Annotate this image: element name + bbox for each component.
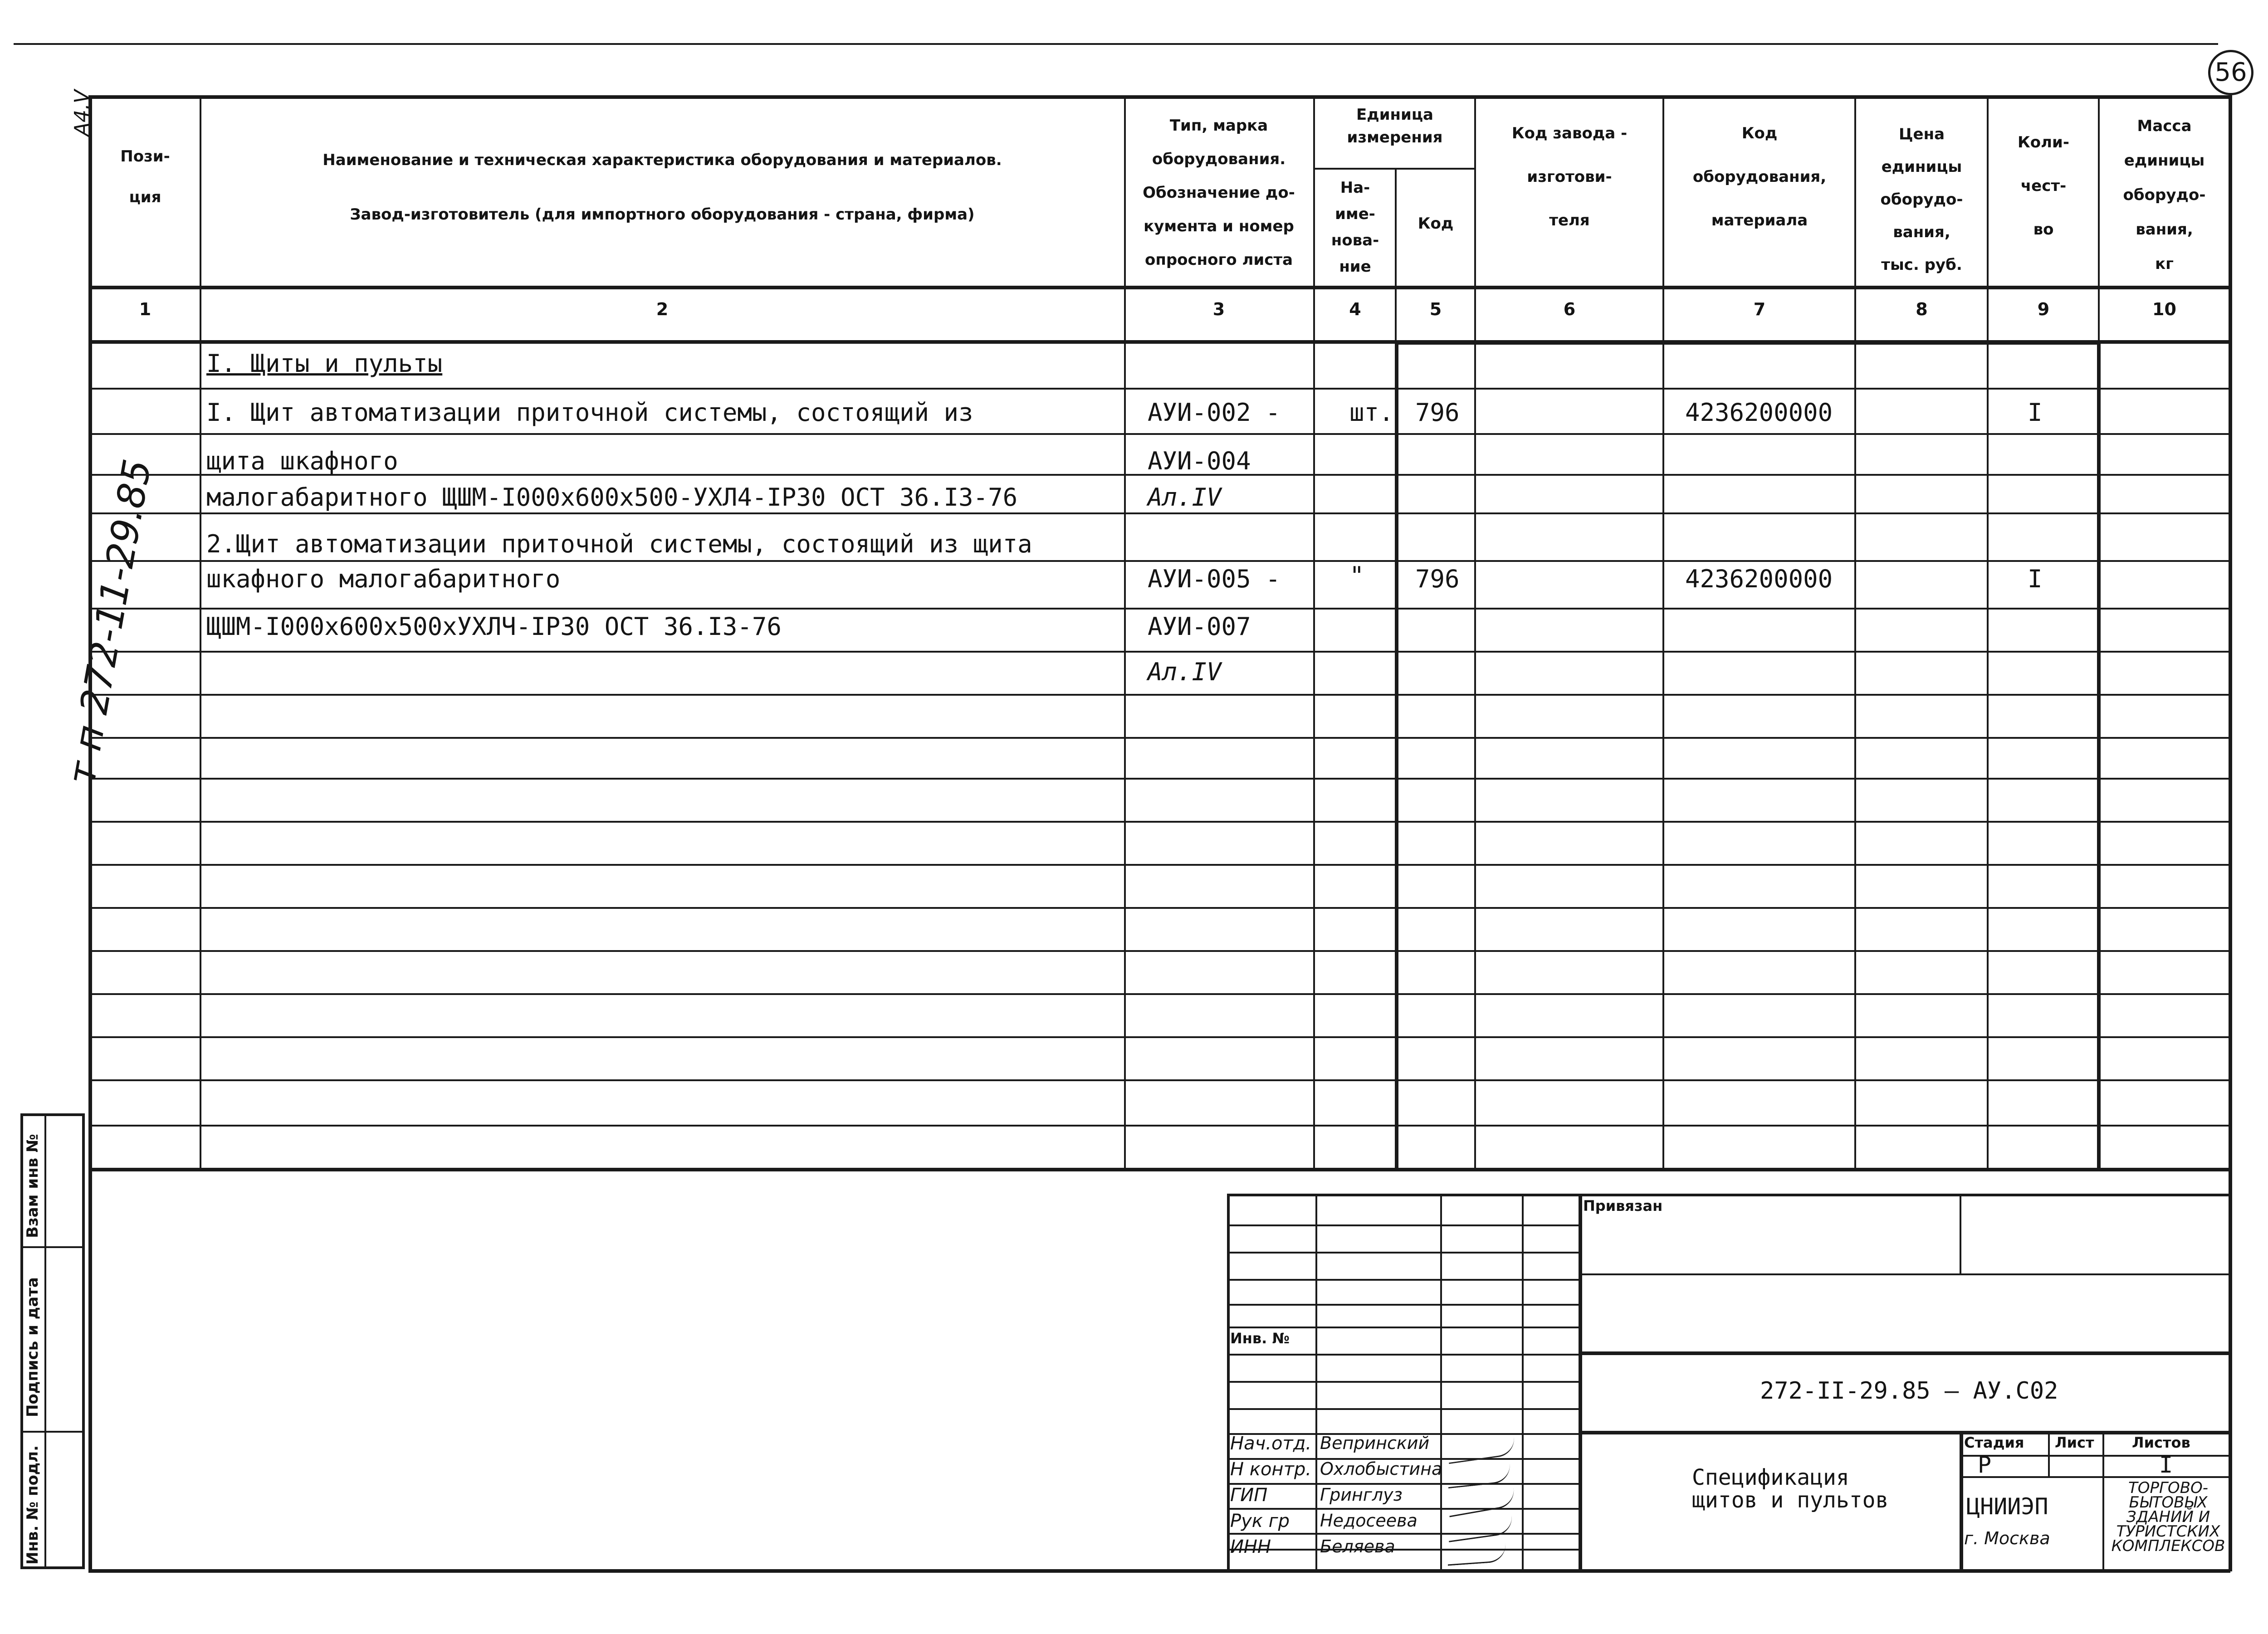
header-name-line2: Завод-изготовитель (для импортного оборудования - страна, фирма) xyxy=(350,205,975,224)
title-block-row-line xyxy=(1227,1327,1579,1328)
stamp-stage-value: Р xyxy=(1978,1452,1992,1478)
header-bottom xyxy=(88,286,2230,289)
table-row-line xyxy=(88,1036,2230,1038)
section-title: I. Щиты и пульты xyxy=(206,349,443,378)
col-sep xyxy=(200,95,201,1170)
left-stamp-inv: Инв. № подл. xyxy=(24,1445,42,1565)
title-block-row-line xyxy=(1227,1304,1579,1306)
item1-unit: шт. xyxy=(1349,398,1394,427)
title-block-row-line xyxy=(1227,1354,1579,1356)
table-row-line xyxy=(88,512,2230,514)
stamp-title-line1: Спецификация xyxy=(1692,1465,1849,1490)
item2-name-line3: ЩШМ-I000х600х500хУХЛЧ-IР30 ОСТ 36.I3-76 xyxy=(206,612,782,641)
colnum-3: 3 xyxy=(1212,299,1225,319)
table-row-line xyxy=(88,1125,2230,1127)
table-row-line xyxy=(88,1079,2230,1081)
left-stamp-divider xyxy=(44,1113,46,1569)
table-row-line xyxy=(88,821,2230,823)
item2-name-line1: 2.Щит автоматизации приточной системы, состоящий из щита xyxy=(206,530,1032,558)
title-block-row-line xyxy=(1227,1549,1579,1551)
title-block-row-line xyxy=(1227,1381,1579,1383)
colnum-8: 8 xyxy=(1916,299,1928,319)
table-row-line xyxy=(88,608,2230,610)
item2-quantity: I xyxy=(2028,565,2043,593)
stamp-privyazan: Привязан xyxy=(1583,1197,1663,1215)
title-block-row-line xyxy=(1227,1483,1579,1485)
corner-mark: A4.V xyxy=(70,89,93,136)
colnum-1: 1 xyxy=(139,299,152,319)
header-type: Тип, марка оборудования. Обозначение до- кумента и номер опросного листа xyxy=(1143,117,1295,269)
item1-name-line2: щита шкафного xyxy=(206,447,398,475)
sheet-number-circle xyxy=(2208,50,2253,95)
stamp-sheets-label: Листов xyxy=(2132,1434,2190,1451)
table-row-line xyxy=(88,651,2230,653)
item1-quantity: I xyxy=(2028,398,2043,427)
item1-name-line3: малогабаритного ЩШМ-I000х600х500-УХЛ4-IР30 ОСТ 36.I3-76 xyxy=(206,483,1018,512)
colnum-6: 6 xyxy=(1563,299,1576,319)
header-mass: Масса единицы оборудо- вания, кг xyxy=(2123,117,2206,273)
item1-type-2: АУИ-004 xyxy=(1148,447,1251,475)
colnum-2: 2 xyxy=(656,299,669,319)
title-block-row-line xyxy=(1227,1508,1579,1510)
colnum-10: 10 xyxy=(2152,299,2176,319)
title-block-row-line xyxy=(1227,1252,1579,1254)
item2-unit: " xyxy=(1349,561,1364,590)
left-stamp-podpis: Подпись и дата xyxy=(24,1277,42,1417)
stamp-name: Охлобыстина xyxy=(1320,1459,1442,1479)
item2-material-code: 4236200000 xyxy=(1685,565,1833,593)
header-plant-code: Код завода - изготови- теля xyxy=(1511,124,1628,229)
item2-type-1: АУИ-005 - xyxy=(1148,565,1281,593)
item1-type-1: АУИ-002 - xyxy=(1148,398,1281,427)
header-unit-code: Код xyxy=(1418,215,1454,233)
title-block-row-line xyxy=(1227,1224,1579,1226)
colnum-9: 9 xyxy=(2037,299,2050,319)
header-quantity: Коли- чест- во xyxy=(2018,133,2069,239)
stamp-sheets-value: I xyxy=(2159,1452,2173,1478)
table-row-line xyxy=(88,560,2230,562)
tb-right-col xyxy=(2048,1431,2050,1476)
table-row-line xyxy=(88,388,2230,390)
header-name-line1: Наименование и техническая характеристика оборудования и материалов. xyxy=(323,151,1002,169)
tb-stage-sep xyxy=(1960,1455,2230,1457)
tb-right-sep xyxy=(1579,1273,2230,1275)
tb-right-col xyxy=(1960,1194,1961,1273)
colnum-4: 4 xyxy=(1349,299,1361,319)
sheet-number: 56 xyxy=(2214,58,2247,87)
table-row-line xyxy=(88,993,2230,995)
stamp-stage-label: Стадия xyxy=(1964,1434,2024,1451)
item2-type-2: АУИ-007 xyxy=(1148,612,1251,641)
header-unit-name: На- име- нова- ние xyxy=(1331,179,1379,276)
side-document-code: т п 272-11-29.85 xyxy=(59,456,160,788)
item2-unit-code: 796 xyxy=(1415,565,1460,593)
top-border xyxy=(14,43,2218,45)
stamp-name: Вепринский xyxy=(1320,1433,1430,1453)
left-stamp-sep xyxy=(20,1431,85,1433)
item1-type-3: Ал.IV xyxy=(1148,483,1222,512)
frame-top xyxy=(88,95,2230,99)
table-row-line xyxy=(88,737,2230,739)
stamp-sheet-label: Лист xyxy=(2055,1434,2094,1451)
stamp-document-code: 272-II-29.85 – АУ.С02 xyxy=(1760,1377,2058,1405)
tb-right-col xyxy=(1960,1431,1963,1569)
left-stamp-vzam: Взам инв № xyxy=(24,1134,42,1238)
table-row-line xyxy=(88,907,2230,909)
stamp-name: Недосеева xyxy=(1320,1511,1418,1531)
tb-stage-sep xyxy=(1960,1476,2230,1478)
col-sep xyxy=(1313,95,1315,1170)
stamp-role: ИНН xyxy=(1230,1536,1271,1557)
title-block-row-line xyxy=(1227,1279,1579,1281)
unit-subdivider xyxy=(1313,168,1474,170)
item2-type-3: Ал.IV xyxy=(1148,658,1222,686)
colnum-7: 7 xyxy=(1753,299,1766,319)
header-position: Пози- ция xyxy=(120,147,170,206)
left-stamp-sep xyxy=(20,1246,85,1248)
table-bottom xyxy=(88,1168,2230,1171)
stamp-name: Беляева xyxy=(1320,1536,1395,1556)
table-row-line xyxy=(88,950,2230,952)
stamp-city: г. Москва xyxy=(1964,1528,2050,1548)
stamp-inv-no: Инв. № xyxy=(1230,1330,1290,1347)
table-row-line xyxy=(88,778,2230,780)
stamp-role: Рук гр xyxy=(1230,1511,1290,1532)
title-block-row-line xyxy=(1227,1408,1579,1410)
item1-material-code: 4236200000 xyxy=(1685,398,1833,427)
header-material-code: Код оборудования, материала xyxy=(1692,124,1827,229)
item2-name-line2: шкафного малогабаритного xyxy=(206,565,561,593)
table-row-line xyxy=(88,433,2230,435)
stamp-org-note: ТОРГОВО- БЫТОВЫХ ЗДАНИЙ И ТУРИСТСКИХ КОМПЛЕКСОВ xyxy=(2111,1479,2225,1555)
stamp-organization: ЦНИИЭП xyxy=(1966,1493,2048,1520)
colnum-5: 5 xyxy=(1429,299,1442,319)
title-block-row-line xyxy=(1227,1533,1579,1535)
table-row-line xyxy=(88,864,2230,866)
tb-right-sep xyxy=(1579,1351,2230,1355)
tb-col xyxy=(1579,1194,1582,1571)
table-row-line xyxy=(88,694,2230,696)
stamp-name: Гринглуз xyxy=(1320,1485,1403,1505)
stamp-role: Н контр. xyxy=(1230,1459,1311,1480)
stamp-role: Нач.отд. xyxy=(1230,1433,1312,1454)
item1-unit-code: 796 xyxy=(1415,398,1460,427)
highlight-block xyxy=(1395,341,2101,1171)
header-price: Цена единицы оборудо- вания, тыс. руб. xyxy=(1880,125,1963,274)
tb-right-col xyxy=(2102,1431,2104,1569)
stamp-role: ГИП xyxy=(1230,1485,1268,1506)
stamp-title-line2: щитов и пультов xyxy=(1692,1488,1889,1513)
item1-name-line1: I. Щит автоматизации приточной системы, состоящий из xyxy=(206,398,973,427)
header-unit-group: Единица измерения xyxy=(1347,106,1443,146)
